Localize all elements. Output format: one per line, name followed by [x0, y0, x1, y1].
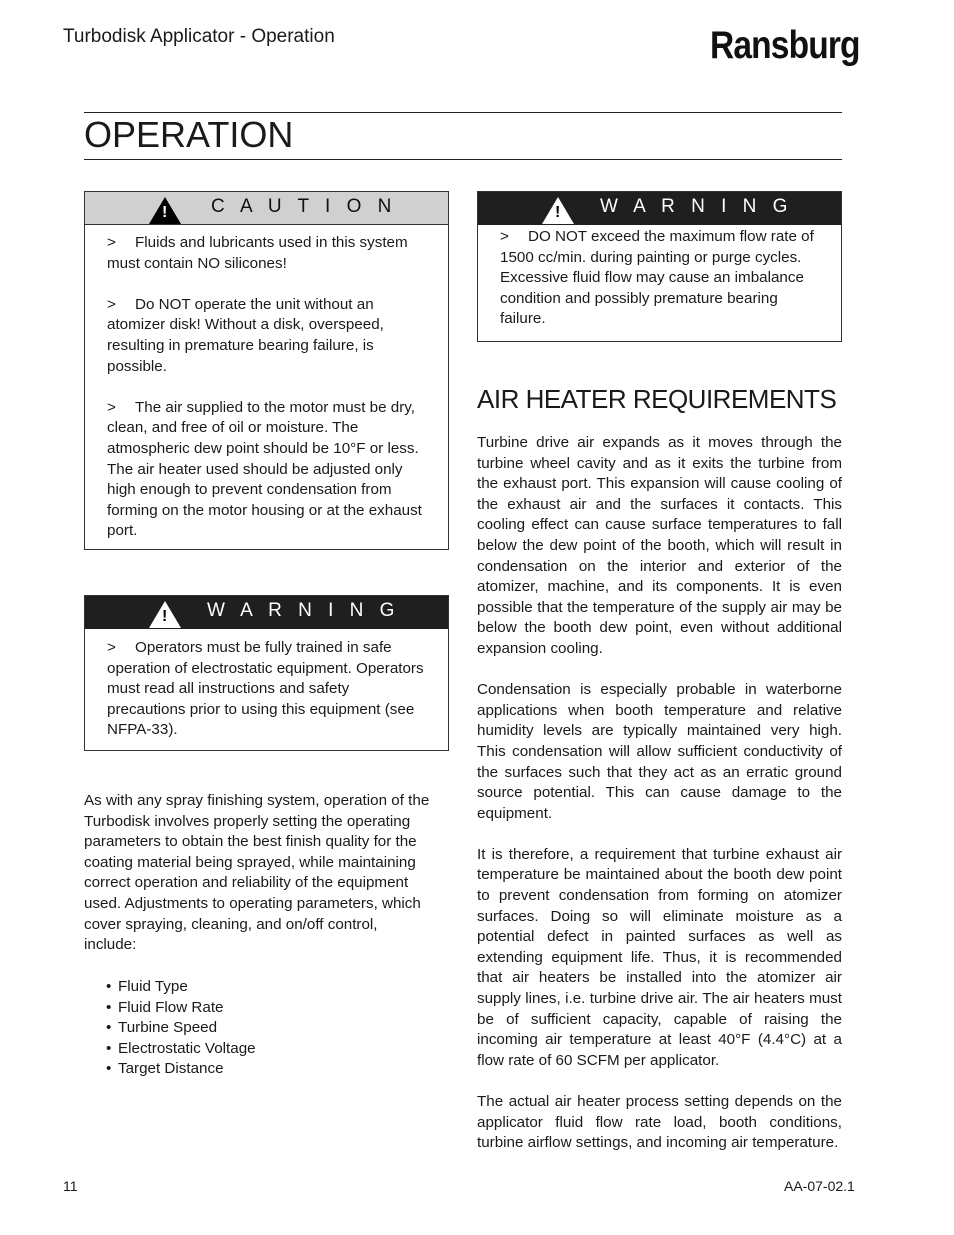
warning-header — [85, 596, 448, 629]
warning-box-flow-rate — [477, 191, 842, 342]
warning-body — [85, 629, 448, 741]
caution-item: > Do NOT operate the unit without an atomizer disk! Without a disk, overspeed, resulting in premature bearing failure, is possible. — [107, 295, 384, 375]
heading-bottom-rule — [84, 159, 842, 160]
caution-label: C A U T I O N — [211, 196, 397, 217]
caution-item: > The air supplied to the motor must be dry, clean, and free of oil or moisture. The atmospheric dew point should be 10°F or less. The air heater used should be adjusted only high enough to prevent condensation from forming on the motor housing or at the exhaust port. — [107, 398, 422, 540]
warning-triangle-icon: ! — [542, 197, 574, 224]
caution-box — [84, 191, 449, 550]
caution-body — [85, 225, 448, 542]
air-heater-paragraph: Condensation is especially probable in waterborne applications when booth temperature and relative humidity levels are typically maintained very high. This condensation will allow sufficient conductivity of the surfaces such that they act as an erratic ground source potential. This can cause damage to the equipment. — [477, 681, 842, 822]
air-heater-paragraph: It is therefore, a requirement that turbine exhaust air temperature be maintained about the booth dew point to prevent condensation from forming on atomizer surfaces. Doing so will eliminate moisture as a potential defect in painted surfaces as well as extending equipment life. Thus, it is recommended that air heaters be installed into the atomizer air supply lines, i.e. turbine drive air. The air heaters must be of sufficient capacity, capable of raising the incoming air temperature at least 40°F (4.4°C) at a flow rate of 60 SCFM per applicator. — [477, 845, 842, 1069]
air-heater-paragraph: The actual air heater process setting depends on the applicator fluid flow rate load, booth conditions, turbine airflow settings, and incoming air temperature. — [477, 1093, 842, 1152]
warning-item: > DO NOT exceed the maximum flow rate of 1500 cc/min. during painting or purge cycles. Excessive fluid flow may cause an imbalance condition and possibly premature bearing failure. — [500, 228, 814, 328]
warning-item: > Operators must be fully trained in safe operation of electrostatic equipment. Operators must read all instructions and safety precautions prior to using this equipment (see NFPA-33). — [107, 639, 424, 739]
page-number: 11 — [63, 1178, 78, 1194]
document-header-title: Turbodisk Applicator - Operation — [63, 26, 335, 47]
intro-section — [84, 791, 434, 976]
list-item: • Fluid Flow Rate — [106, 998, 436, 1019]
air-heater-body — [477, 433, 842, 1174]
ransburg-logo: Ransburg — [710, 24, 860, 67]
warning-triangle-icon: ! — [149, 601, 181, 628]
caution-item: > Fluids and lubricants used in this system must contain NO silicones! — [107, 234, 408, 272]
page-title: OPERATION — [84, 114, 294, 155]
warning-label: W A R N I N G — [600, 196, 793, 217]
warning-body — [478, 225, 841, 330]
list-item: • Turbine Speed — [106, 1018, 436, 1039]
warning-header — [478, 192, 841, 225]
section-heading-air-heater: AIR HEATER REQUIREMENTS — [477, 384, 837, 414]
air-heater-paragraph: Turbine drive air expands as it moves through the turbine wheel cavity and as it exits the turbine from the exhaust port. This expansion will cause cooling of the exhaust air and the surfaces it contacts. This cooling effect can cause surface temperatures to fall below the dew point of the booth, which will result in condensation on the interior and exterior of the atomizer, machine, and its components. It is even possible that the temperature of the supply air may be below the booth dew point, even without additional expansion cooling. — [477, 434, 842, 657]
caution-header — [85, 192, 448, 225]
list-item: • Fluid Type — [106, 977, 436, 998]
warning-box-operators — [84, 595, 449, 751]
list-item: • Electrostatic Voltage — [106, 1039, 436, 1060]
document-number: AA-07-02.1 — [784, 1178, 855, 1194]
intro-paragraph: As with any spray finishing system, operation of the Turbodisk involves properly setting the operating parameters to obtain the best finish quality for the coating material being sprayed, while maintaining correct operation and reliability of the equipment used. Adjustments to operating parameters, which cover spraying, cleaning, and on/off control, include: — [84, 792, 430, 954]
operating-parameters-list — [84, 977, 436, 1080]
list-item: • Target Distance — [106, 1059, 436, 1080]
warning-triangle-icon: ! — [149, 197, 181, 224]
warning-label: W A R N I N G — [207, 600, 400, 621]
